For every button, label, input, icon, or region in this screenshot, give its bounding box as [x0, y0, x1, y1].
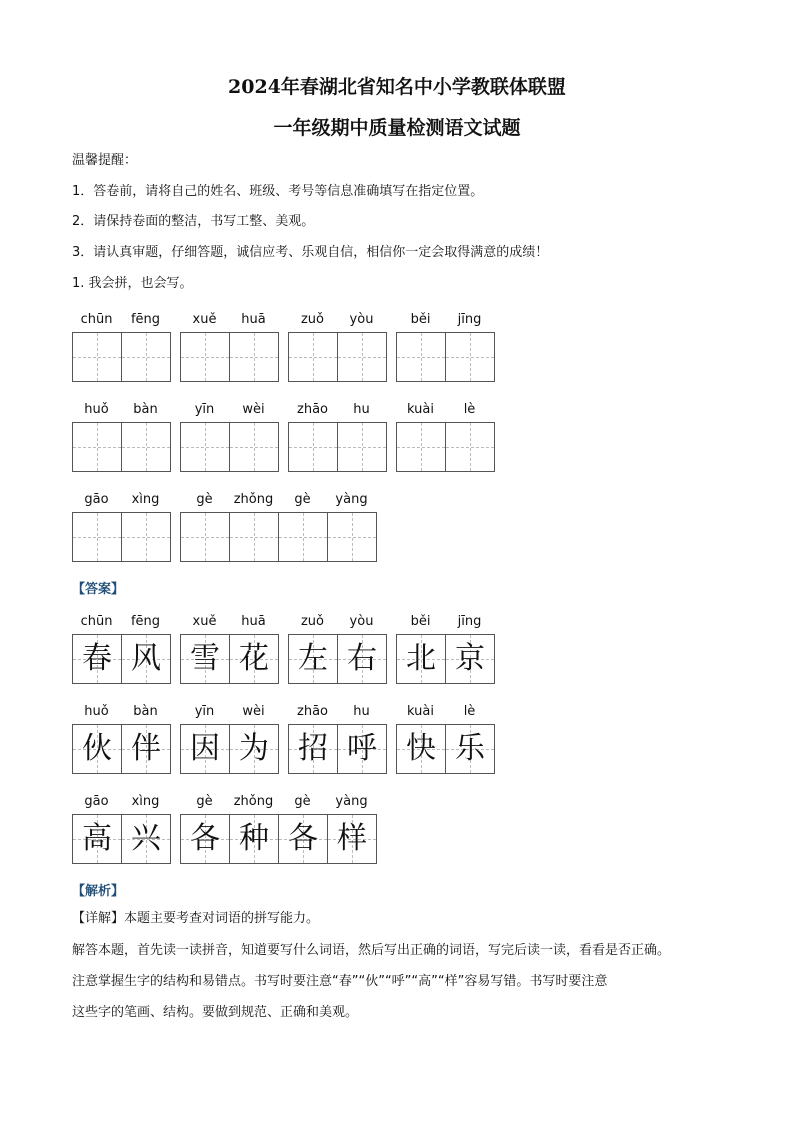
- pinyin-label: yàng: [335, 492, 368, 507]
- answer-character: 种: [239, 821, 269, 856]
- answer-character: 样: [337, 821, 367, 856]
- analysis-label: 【解析】: [72, 884, 125, 899]
- writing-cell[interactable]: [122, 513, 170, 561]
- answer-character: 各: [288, 821, 318, 856]
- answer-label: 【答案】: [72, 582, 125, 597]
- pinyin-label: xìng: [131, 492, 160, 507]
- notice-item-1: 1．答卷前，请将自己的姓名、班级、考号等信息准确填写在指定位置。: [72, 184, 484, 199]
- answer-character-cell: [328, 815, 376, 863]
- pinyin-label: huā: [241, 614, 266, 629]
- writing-cell[interactable]: [181, 423, 230, 471]
- pinyin-label: chūn: [80, 614, 113, 629]
- pinyin-label: yòu: [349, 312, 374, 327]
- pinyin-label: gè: [196, 794, 213, 809]
- answer-word-group: [180, 794, 377, 864]
- answer-character-cell: [73, 815, 122, 863]
- grid-guide-line: [470, 423, 471, 471]
- pinyin-label: zhāo: [297, 402, 328, 417]
- writing-cell[interactable]: [338, 333, 386, 381]
- question-word-group: [72, 492, 171, 562]
- answer-character-cell: [338, 725, 386, 773]
- pinyin-label: zhǒng: [233, 794, 274, 809]
- pinyin-label: lè: [463, 402, 476, 417]
- grid-guide-line: [97, 513, 98, 561]
- pinyin-label: gāo: [84, 794, 109, 809]
- grid-guide-line: [254, 513, 255, 561]
- pinyin-label: wèi: [242, 704, 265, 719]
- notice-item-3: 3．请认真审题，仔细答题，诚信应考、乐观自信，相信你一定会取得满意的成绩！: [72, 245, 549, 260]
- pinyin-label: xuě: [192, 312, 217, 327]
- answer-character: 伴: [131, 731, 161, 766]
- answer-character: 花: [239, 641, 269, 676]
- pinyin-label: wèi: [242, 402, 265, 417]
- writing-cell[interactable]: [73, 513, 122, 561]
- grid-guide-line: [352, 513, 353, 561]
- question-word-group: [72, 402, 171, 472]
- question-word-group: [396, 402, 495, 472]
- pinyin-label: gè: [294, 794, 311, 809]
- answer-character: 伙: [82, 731, 112, 766]
- grid-guide-line: [421, 333, 422, 381]
- pinyin-label: xuě: [192, 614, 217, 629]
- pinyin-label: bàn: [133, 704, 158, 719]
- answer-character-cell: [446, 725, 494, 773]
- pinyin-label: kuài: [407, 704, 434, 719]
- answer-word-group: [180, 614, 279, 684]
- pinyin-label: běi: [410, 312, 431, 327]
- pinyin-label: bàn: [133, 402, 158, 417]
- writing-cell[interactable]: [328, 513, 376, 561]
- answer-word-group: [396, 614, 495, 684]
- grid-guide-line: [303, 513, 304, 561]
- pinyin-label: hu: [353, 704, 370, 719]
- answer-word-group: [288, 704, 387, 774]
- pinyin-label: gè: [196, 492, 213, 507]
- answer-character: 快: [406, 731, 436, 766]
- pinyin-label: fēng: [130, 312, 161, 327]
- grid-guide-line: [254, 423, 255, 471]
- writing-cell[interactable]: [230, 423, 278, 471]
- answer-character: 高: [82, 821, 112, 856]
- answer-character: 京: [455, 641, 485, 676]
- pinyin-label: gè: [294, 492, 311, 507]
- answer-word-group: [72, 704, 171, 774]
- writing-cell[interactable]: [446, 333, 494, 381]
- answer-character: 招: [298, 731, 328, 766]
- answer-character-cell: [446, 635, 494, 683]
- answer-character-cell: [279, 815, 328, 863]
- question-word-group: [288, 312, 387, 382]
- pinyin-label: zuǒ: [300, 614, 325, 629]
- answer-character-cell: [122, 725, 170, 773]
- answer-character-cell: [397, 635, 446, 683]
- writing-cell[interactable]: [338, 423, 386, 471]
- writing-cell[interactable]: [181, 513, 230, 561]
- grid-guide-line: [146, 513, 147, 561]
- writing-cell[interactable]: [279, 513, 328, 561]
- grid-guide-line: [146, 423, 147, 471]
- writing-cell[interactable]: [289, 423, 338, 471]
- answer-character: 呼: [347, 731, 377, 766]
- pinyin-label: huǒ: [84, 704, 109, 719]
- writing-cell[interactable]: [122, 333, 170, 381]
- answer-character: 风: [131, 641, 161, 676]
- answer-character-cell: [122, 815, 170, 863]
- writing-cell[interactable]: [122, 423, 170, 471]
- pinyin-label: hu: [353, 402, 370, 417]
- grid-guide-line: [421, 423, 422, 471]
- answer-character: 为: [239, 731, 269, 766]
- pinyin-label: lè: [463, 704, 476, 719]
- writing-cell[interactable]: [397, 333, 446, 381]
- writing-cell[interactable]: [73, 333, 122, 381]
- pinyin-label: yàng: [335, 794, 368, 809]
- grid-guide-line: [362, 333, 363, 381]
- grid-guide-line: [254, 333, 255, 381]
- exam-title-line2: 一年级期中质量检测语文试题: [273, 117, 521, 139]
- answer-character-cell: [230, 725, 278, 773]
- answer-character-cell: [230, 815, 279, 863]
- analysis-paragraph-4: 这些字的笔画、结构。要做到规范、正确和美观。: [72, 1005, 359, 1020]
- answer-character: 乐: [455, 731, 485, 766]
- pinyin-label: fēng: [130, 614, 161, 629]
- pinyin-label: zhāo: [297, 704, 328, 719]
- question-word-group: [288, 402, 387, 472]
- analysis-paragraph-3: 注意掌握生字的结构和易错点。书写时要注意“春”“伙”“呼”“高”“样”容易写错。书写时要注意: [72, 974, 608, 989]
- grid-guide-line: [97, 333, 98, 381]
- pinyin-label: kuài: [407, 402, 434, 417]
- pinyin-label: zhǒng: [233, 492, 274, 507]
- grid-guide-line: [146, 333, 147, 381]
- question-word-group: [180, 492, 377, 562]
- answer-word-group: [288, 614, 387, 684]
- pinyin-label: yòu: [349, 614, 374, 629]
- answer-character-cell: [181, 635, 230, 683]
- grid-guide-line: [205, 333, 206, 381]
- notice-item-2: 2．请保持卷面的整洁，书写工整、美观。: [72, 214, 315, 229]
- grid-guide-line: [205, 513, 206, 561]
- answer-character-cell: [338, 635, 386, 683]
- answer-word-group: [72, 794, 171, 864]
- writing-cell[interactable]: [446, 423, 494, 471]
- pinyin-label: gāo: [84, 492, 109, 507]
- writing-cell[interactable]: [230, 513, 279, 561]
- question-word-group: [180, 402, 279, 472]
- answer-character-cell: [289, 725, 338, 773]
- question-prompt: 1. 我会拼，也会写。: [72, 276, 193, 291]
- answer-character-cell: [397, 725, 446, 773]
- grid-guide-line: [470, 333, 471, 381]
- question-word-group: [180, 312, 279, 382]
- answer-character-cell: [181, 815, 230, 863]
- answer-character: 雪: [190, 641, 220, 676]
- question-word-group: [72, 312, 171, 382]
- answer-word-group: [396, 704, 495, 774]
- answer-character: 兴: [131, 821, 161, 856]
- answer-character: 左: [298, 641, 328, 676]
- answer-character-cell: [181, 725, 230, 773]
- answer-character-cell: [289, 635, 338, 683]
- answer-character: 春: [82, 641, 112, 676]
- grid-guide-line: [313, 423, 314, 471]
- writing-cell[interactable]: [397, 423, 446, 471]
- pinyin-label: zuǒ: [300, 312, 325, 327]
- answer-character-cell: [73, 635, 122, 683]
- answer-word-group: [72, 614, 171, 684]
- analysis-paragraph-2: 解答本题，首先读一读拼音，知道要写什么词语，然后写出正确的词语，写完后读一读，看看是否正确。: [72, 943, 671, 958]
- pinyin-label: jīng: [457, 312, 482, 327]
- pinyin-label: běi: [410, 614, 431, 629]
- answer-character: 右: [347, 641, 377, 676]
- pinyin-label: xìng: [131, 794, 160, 809]
- writing-cell[interactable]: [73, 423, 122, 471]
- question-word-group: [396, 312, 495, 382]
- notice-label: 温馨提醒：: [72, 153, 138, 168]
- pinyin-label: huā: [241, 312, 266, 327]
- pinyin-label: chūn: [80, 312, 113, 327]
- answer-character-cell: [73, 725, 122, 773]
- exam-title-line1: 2024年春湖北省知名中小学教联体联盟: [228, 76, 566, 98]
- grid-guide-line: [362, 423, 363, 471]
- answer-word-group: [180, 704, 279, 774]
- answer-character-cell: [122, 635, 170, 683]
- writing-cell[interactable]: [181, 333, 230, 381]
- writing-cell[interactable]: [289, 333, 338, 381]
- pinyin-label: yīn: [194, 402, 215, 417]
- pinyin-label: yīn: [194, 704, 215, 719]
- grid-guide-line: [205, 423, 206, 471]
- answer-character-cell: [230, 635, 278, 683]
- analysis-paragraph-1: 【详解】本题主要考查对词语的拼写能力。: [72, 911, 320, 926]
- writing-cell[interactable]: [230, 333, 278, 381]
- pinyin-label: huǒ: [84, 402, 109, 417]
- grid-guide-line: [313, 333, 314, 381]
- grid-guide-line: [97, 423, 98, 471]
- pinyin-label: jīng: [457, 614, 482, 629]
- answer-character: 各: [190, 821, 220, 856]
- answer-character: 北: [406, 641, 436, 676]
- answer-character: 因: [190, 731, 220, 766]
